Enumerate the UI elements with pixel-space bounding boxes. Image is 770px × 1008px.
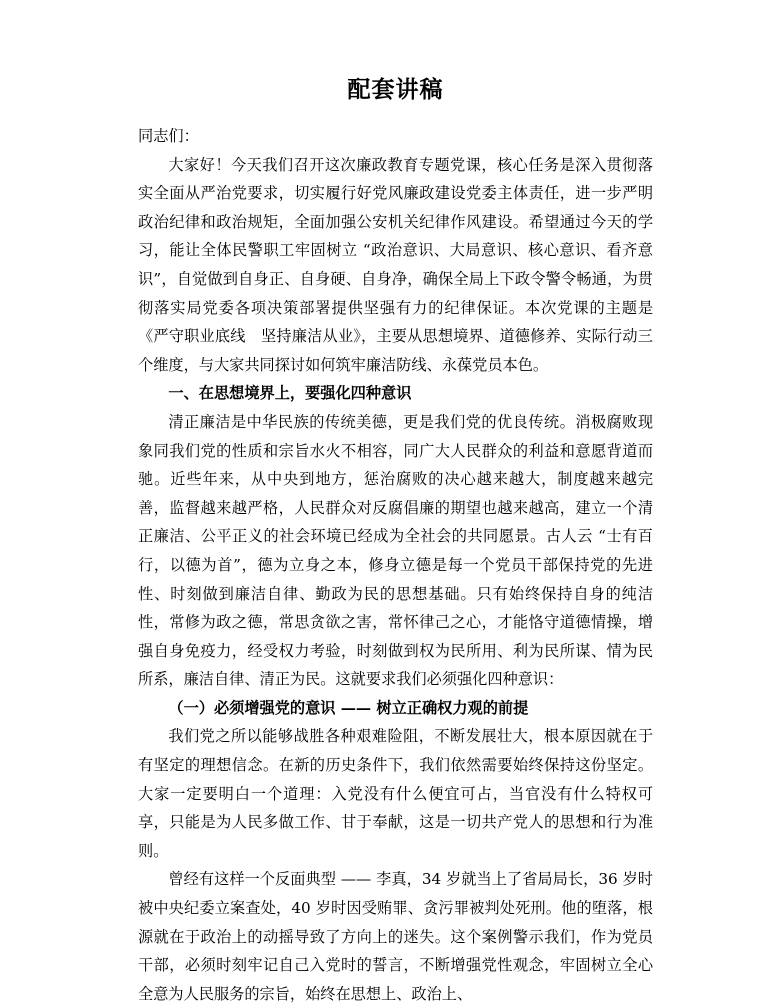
- subsection-1-1-paragraph-2: 曾经有这样一个反面典型 —— 李真，34 岁就当上了省局局长，36 岁时被中央纪委立案查处，40 岁时因受贿罪、贪污罪被判处死刑。他的堕落，根源就在于政治上的动摇导致了方向上的迷失。这个案例警示我们，作为党员干部，必须时刻牢记自己入党时的誓言，不断增强党性观念，牢固树立全心全意为人民服务的宗旨，始终在思想上、政治上、: [138, 870, 653, 1003]
- page-title: 配套讲稿: [347, 76, 444, 103]
- section-1-paragraph: 清正廉洁是中华民族的传统美德，更是我们党的优良传统。消极腐败现象同我们党的性质和宗旨水火不相容，同广大人民群众的利益和意愿背道而驰。近些年来，从中央到地方，惩治腐败的决心越来越大，制度越来越完善，监督越来越严格，人民群众对反腐倡廉的期望也越来越高，建立一个清正廉洁、公平正义的社会环境已经成为全社会的共同愿景。古人云 “士有百行，以德为首”，德为立身之本，修身立德是每一个党员干部保持党的先进性、时刻做到廉洁自律、勤政为民的思想基础。只有始终保持自身的纯洁性，常修为政之德，常思贪欲之害，常怀律己之心，才能恪守道德情操，增强自身免疫力，经受权力考验，时刻做到权为民所用、利为民所谋、情为民所系，廉洁自律、清正为民。这就要求我们必须强化四种意识：: [138, 412, 653, 689]
- document-body: [138, 72, 653, 1008]
- opening-paragraph: 大家好！今天我们召开这次廉政教育专题党课，核心任务是深入贯彻落实全面从严治党要求，切实履行好党风廉政建设党委主体责任，进一步严明政治纪律和政治规矩，全面加强公安机关纪律作风建设。希望通过今天的学习，能让全体民警职工牢固树立 “政治意识、大局意识、核心意识、看齐意识”，自觉做到自身正、自身硬、自身净，确保全局上下政令警令畅通，为贯彻落实局党委各项决策部署提供坚强有力的纪律保证。本次党课的主题是《严守职业底线 坚持廉洁从业》，主要从思想境界、道德修养、实际行动三个维度，与大家共同探讨如何筑牢廉洁防线、永葆党员本色。: [138, 155, 653, 374]
- subsection-heading-1-1: （一）必须增强党的意识 —— 树立正确权力观的前提: [168, 698, 529, 717]
- section-heading-1: 一、在思想境界上，要强化四种意识: [168, 384, 412, 403]
- subsection-1-1-paragraph-1: 我们党之所以能够战胜各种艰难险阻，不断发展壮大，根本原因就在于有坚定的理想信念。在新的历史条件下，我们依然需要始终保持这份坚定。大家一定要明白一个道理：入党没有什么便宜可占，当官没有什么特权可享，只能是为人民多做工作、甘于奉献，这是一切共产党人的思想和行为准则。: [138, 727, 653, 860]
- salutation: 同志们：: [138, 127, 199, 145]
